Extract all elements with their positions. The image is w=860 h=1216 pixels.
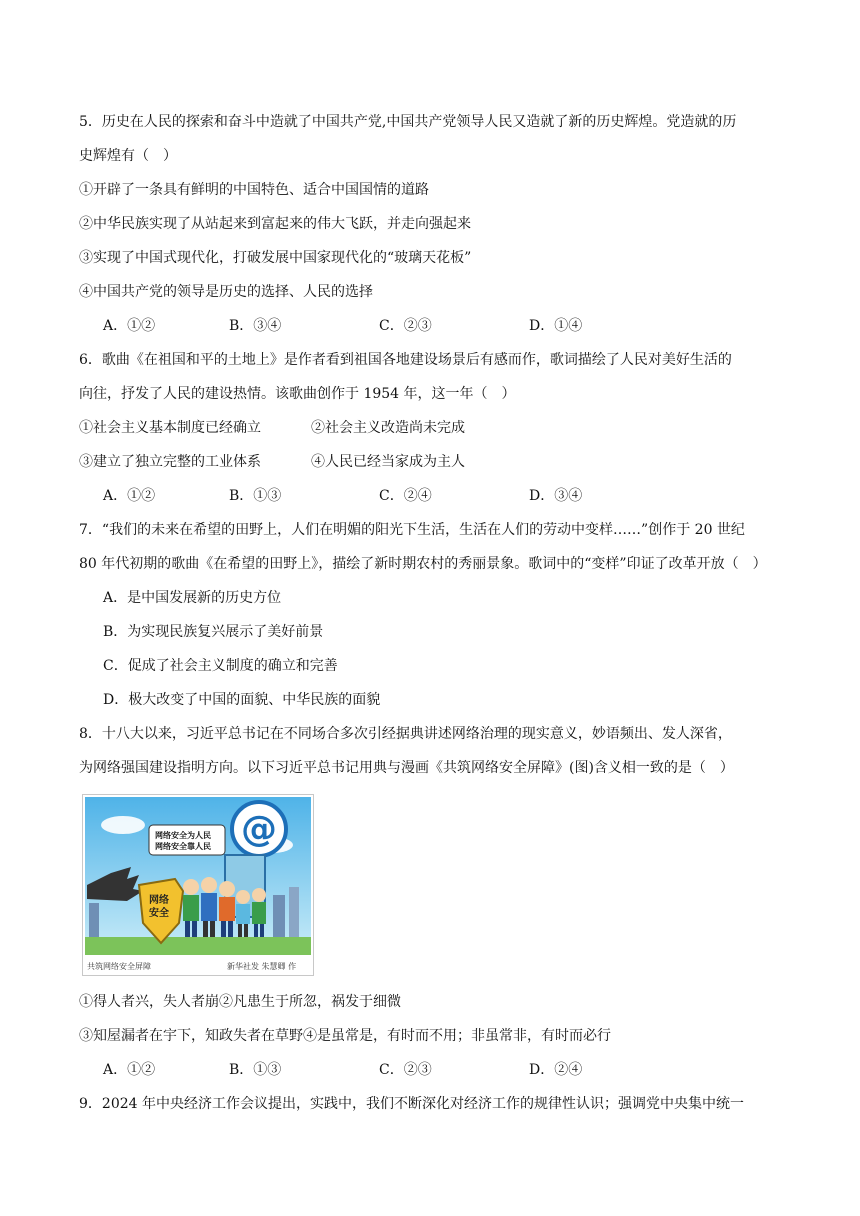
- q6-item-3: ③建立了独立完整的工业体系: [79, 454, 261, 470]
- q6-option-b: B．①③: [229, 488, 282, 504]
- cartoon-illustration: [83, 795, 313, 975]
- q7-choice-d: D．极大改变了中国的面貌、中华民族的面貌: [103, 692, 381, 708]
- q7-choice-b: B．为实现民族复兴展示了美好前景: [103, 624, 324, 640]
- q5-option-d: D．①④: [529, 318, 583, 334]
- bubble-line-1: 网络安全为人民: [155, 831, 211, 840]
- q6-stem-line2: 向往，抒发了人民的建设热情。该歌曲创作于 1954 年，这一年（ ）: [79, 386, 516, 402]
- q6-item-4: ④人民已经当家成为主人: [311, 454, 465, 470]
- q8-item-line1: ①得人者兴，失人者崩②凡患生于所忽，祸发于细微: [79, 994, 401, 1010]
- q7-stem-line2: 80 年代初期的歌曲《在希望的田野上》，描绘了新时期农村的秀丽景象。歌词中的“变样”印证了改革开放（ ）: [79, 556, 767, 572]
- q5-option-b: B．③④: [229, 318, 282, 334]
- shield-text-1: 网络: [149, 895, 169, 906]
- building: [273, 895, 285, 943]
- q6-item-2: ②社会主义改造尚未完成: [311, 420, 465, 436]
- grass-ground: [85, 937, 311, 955]
- q8-item-line2: ③知屋漏者在宇下，知政失者在草野④是虽常是，有时而不用；非虽常非，有时而必行: [79, 1028, 611, 1044]
- q6-item-1: ①社会主义基本制度已经确立: [79, 420, 261, 436]
- q9-stem-line1: 9．2024 年中央经济工作会议提出，实践中，我们不断深化对经济工作的规律性认识；强调党中央集中统一: [79, 1096, 744, 1112]
- q6-option-c: C．②④: [379, 488, 432, 504]
- q8-stem-line2: 为网络强国建设指明方向。以下习近平总书记用典与漫画《共筑网络安全屏障》(图)含义相一致的是（ ）: [79, 760, 734, 776]
- network-security-cartoon: [82, 794, 314, 976]
- q5-item-4: ④中国共产党的领导是历史的选择、人民的选择: [79, 284, 373, 300]
- q6-option-d: D．③④: [529, 488, 583, 504]
- q8-option-c: C．②③: [379, 1062, 432, 1078]
- q6-option-a: A．①②: [103, 488, 156, 504]
- q8-option-d: D．②④: [529, 1062, 583, 1078]
- q5-item-3: ③实现了中国式现代化，打破发展中国家现代化的“玻璃天花板”: [79, 250, 472, 266]
- q5-item-1: ①开辟了一条具有鲜明的中国特色、适合中国国情的道路: [79, 182, 429, 198]
- q5-stem-line1: 5．历史在人民的探索和奋斗中造就了中国共产党,中国共产党领导人民又造就了新的历史辉煌。党造就的历: [79, 114, 737, 130]
- cartoon-caption-credit: 新华社发 朱慧卿 作: [227, 962, 297, 971]
- cloud: [101, 816, 145, 834]
- q7-choice-c: C．促成了社会主义制度的确立和完善: [103, 658, 338, 674]
- at-symbol: @: [241, 809, 277, 850]
- q8-option-a: A．①②: [103, 1062, 156, 1078]
- cartoon-caption-title: 共筑网络安全屏障: [87, 962, 151, 971]
- q5-option-c: C．②③: [379, 318, 432, 334]
- q7-choice-a: A．是中国发展新的历史方位: [103, 590, 282, 606]
- q8-stem-line1: 8．十八大以来，习近平总书记在不同场合多次引经据典讲述网络治理的现实意义，妙语频出、发人深省，: [79, 726, 732, 742]
- q5-option-a: A．①②: [103, 318, 156, 334]
- bubble-line-2: 网络安全靠人民: [155, 842, 211, 851]
- building: [289, 887, 299, 943]
- q5-item-2: ②中华民族实现了从站起来到富起来的伟大飞跃，并走向强起来: [79, 216, 471, 232]
- q5-stem-line2: 史辉煌有（ ）: [79, 148, 177, 164]
- shield-text-2: 安全: [149, 908, 169, 919]
- q8-option-b: B．①③: [229, 1062, 282, 1078]
- q6-stem-line1: 6．歌曲《在祖国和平的土地上》是作者看到祖国各地建设场景后有感而作，歌词描绘了人民对美好生活的: [79, 352, 732, 368]
- q7-stem-line1: 7．“我们的未来在希望的田野上，人们在明媚的阳光下生活，生活在人们的劳动中变样……”创作于 20 世纪: [79, 522, 745, 538]
